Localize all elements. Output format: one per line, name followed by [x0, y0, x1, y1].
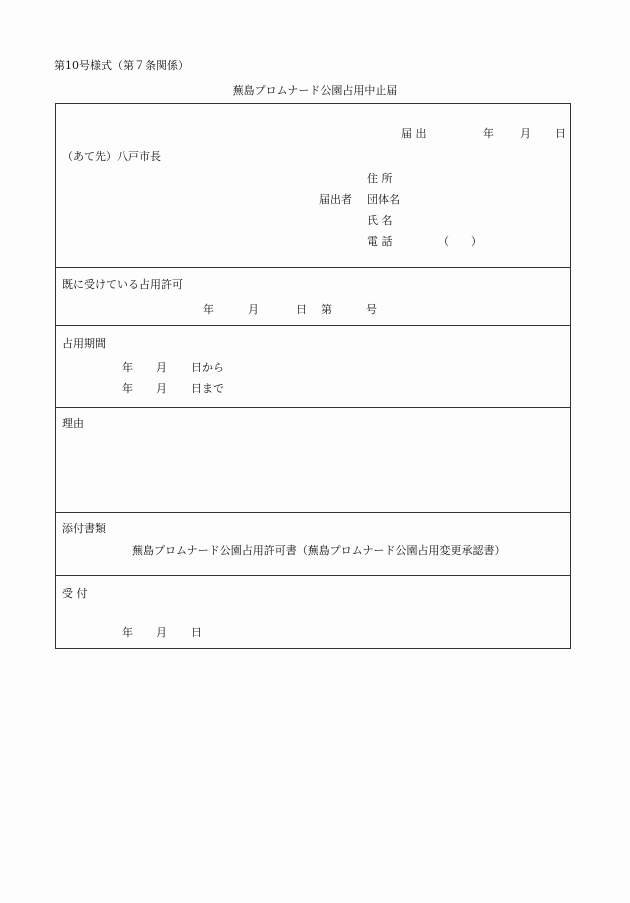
form-table: [55, 103, 571, 649]
form-number: 第10号様式（第７条関係）: [54, 59, 189, 72]
period-from-month: 月: [156, 361, 167, 374]
reception-day: 日: [191, 626, 202, 639]
permit-month-label: 月: [248, 303, 259, 316]
period-to-day: 日まで: [191, 382, 224, 395]
phone-parens: （ ）: [438, 235, 482, 248]
period-to-month: 月: [156, 382, 167, 395]
filing-year-label: 年: [483, 127, 494, 140]
filing-label: 届 出: [401, 127, 427, 140]
permit-day-label: 日: [296, 303, 307, 316]
attachments-section: [56, 512, 570, 575]
existing-permit-section: [56, 267, 570, 325]
period-from-day: 日から: [191, 361, 224, 374]
reason-section: [56, 407, 570, 512]
reason-label: 理由: [62, 417, 84, 430]
reception-section: [56, 575, 570, 650]
period-to-year: 年: [122, 382, 133, 395]
organization-label: 団体名: [367, 193, 400, 206]
reception-label: 受 付: [62, 587, 88, 600]
address-label: 住 所: [367, 172, 393, 185]
phone-label: 電 話: [367, 235, 393, 248]
existing-permit-label: 既に受けている占用許可: [62, 278, 183, 291]
permit-number-suffix: 号: [366, 303, 377, 316]
permit-number-prefix: 第: [321, 303, 332, 316]
period-label: 占用期間: [62, 337, 106, 350]
addressee: （あて先）八戸市長: [62, 150, 161, 163]
attachments-label: 添付書類: [62, 522, 106, 535]
name-label: 氏 名: [367, 214, 393, 227]
reception-year: 年: [122, 626, 133, 639]
attachments-text: 蕪島プロムナード公園占用許可書（蕪島プロムナード公園占用変更承認書）: [132, 544, 506, 557]
filing-month-label: 月: [520, 127, 531, 140]
period-section: [56, 325, 570, 407]
notifier-label: 届出者: [319, 193, 352, 206]
period-from-year: 年: [122, 361, 133, 374]
permit-year-label: 年: [203, 303, 214, 316]
filing-day-label: 日: [555, 127, 566, 140]
notifier-section: [56, 104, 570, 267]
reception-month: 月: [156, 626, 167, 639]
document-title: 蕪島プロムナード公園占用中止届: [232, 84, 398, 97]
